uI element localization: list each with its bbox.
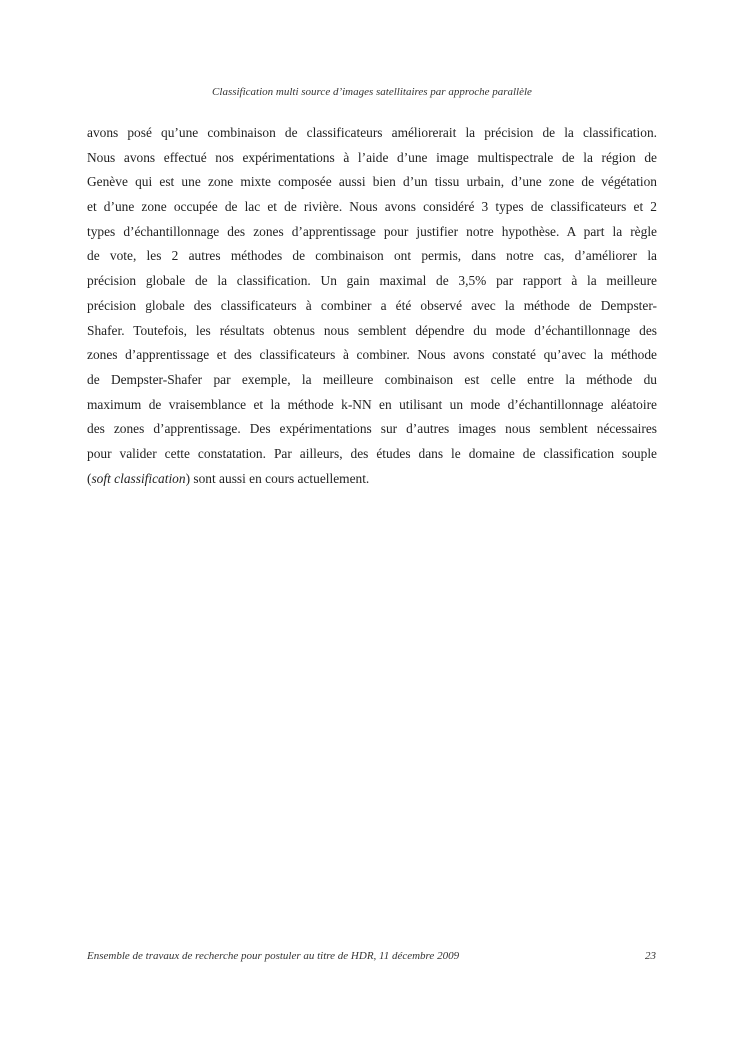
running-header: Classification multi source d’images satellitaires par approche parallèle: [212, 86, 532, 98]
text-line: Shafer. Toutefois, les résultats obtenus nous semblent dépendre du mode d’échantillonnage des: [87, 322, 657, 338]
text-line: zones d’apprentissage et des classificateurs à combiner. Nous avons constaté qu’avec la méthode: [87, 347, 657, 363]
text-line: pour valider cette constatation. Par ailleurs, des études dans le domaine de classification souple: [87, 445, 657, 461]
italic-term: soft classification: [91, 470, 186, 486]
text-line: avons posé qu’une combinaison de classificateurs améliorerait la précision de la classification.: [87, 125, 657, 140]
footer-text: Ensemble de travaux de recherche pour postuler au titre de HDR, 11 décembre 2009: [87, 950, 460, 962]
text-line: précision globale de la classification. Un gain maximal de 3,5% par rapport à la meilleure: [87, 273, 657, 289]
text-line: de Dempster-Shafer par exemple, la meilleure combinaison est celle entre la méthode du: [87, 371, 657, 387]
text-line-last: [87, 467, 657, 492]
paren-open: (: [87, 470, 92, 486]
page-number: 23: [645, 950, 656, 962]
text-line: et d’une zone occupée de lac et de rivière. Nous avons considéré 3 types de classificateurs et 2: [87, 199, 657, 215]
text-line: de vote, les 2 autres méthodes de combinaison ont permis, dans notre cas, d’améliorer la: [87, 248, 657, 264]
page-footer: [87, 950, 656, 962]
text-line: des zones d’apprentissage. Des expérimentations sur d’autres images nous semblent nécessaires: [87, 421, 657, 437]
text-line: maximum de vraisemblance et la méthode k-NN en utilisant un mode d’échantillonnage aléatoire: [87, 396, 657, 412]
text-line: précision globale des classificateurs à combiner a été observé avec la méthode de Dempster-: [87, 297, 657, 313]
text-line: Genève qui est une zone mixte composée aussi bien d’un tissu urbain, d’une zone de végétation: [87, 174, 657, 190]
body-paragraph: [87, 121, 657, 491]
text-line: types d’échantillonnage des zones d’apprentissage pour justifier notre hypothèse. A part la règle: [87, 223, 657, 239]
line-rest: ) sont aussi en cours actuellement.: [185, 470, 370, 486]
text-line: Nous avons effectué nos expérimentations à l’aide d’une image multispectrale de la région de: [87, 149, 657, 165]
